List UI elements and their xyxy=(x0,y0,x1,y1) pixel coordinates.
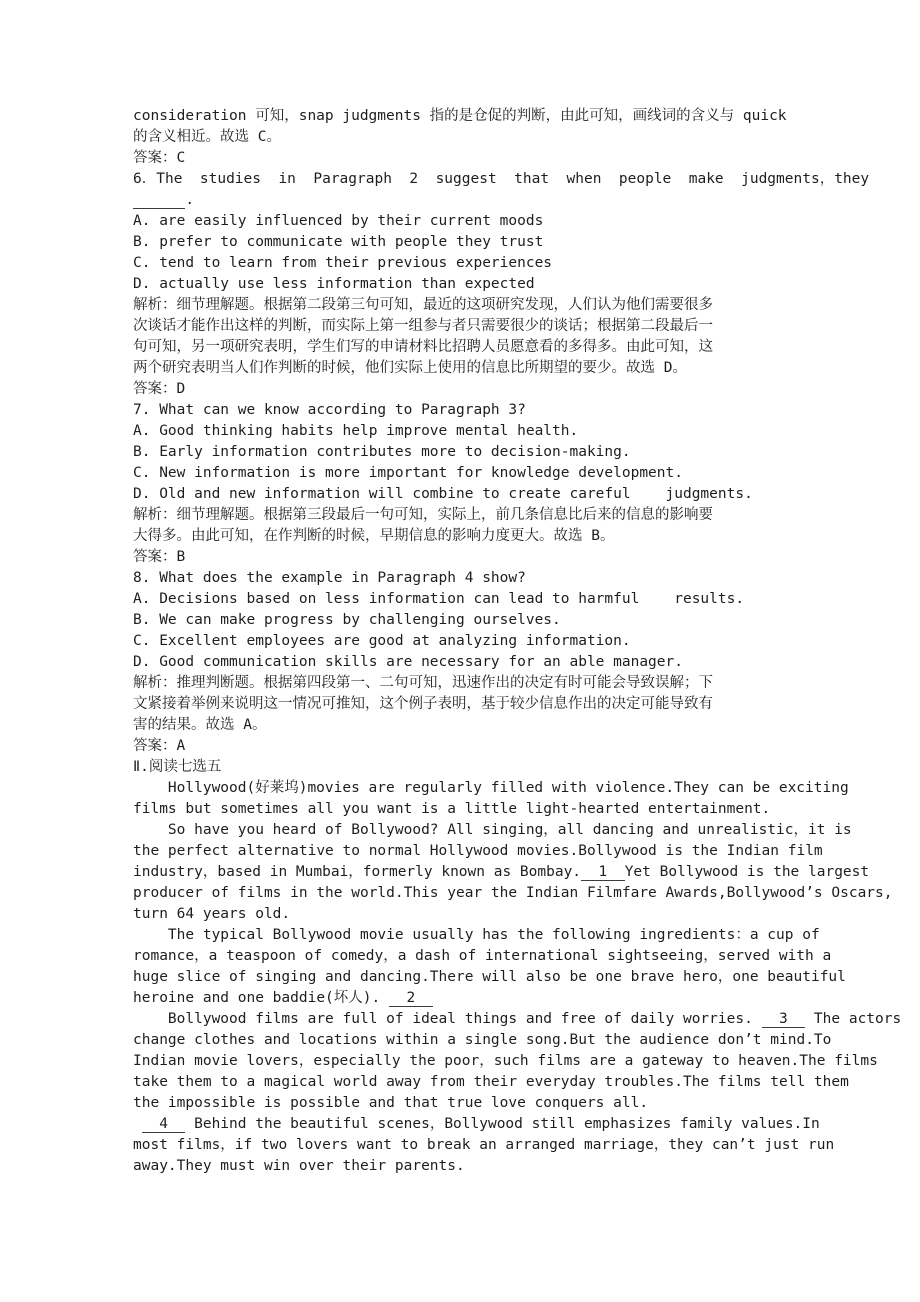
text-segment: 文紧接着举例来说明这一情况可推知，这个例子表明，基于较少信息作出的决定可能导致有 xyxy=(133,696,713,712)
fill-in-blank: 4 xyxy=(141,1116,186,1132)
text-line xyxy=(133,358,893,379)
text-segment: heroine and one baddie(坏人). xyxy=(133,990,389,1006)
text-line xyxy=(133,190,893,211)
text-segment: 答案：D xyxy=(133,381,186,397)
text-segment: change clothes and locations within a single song.But the audience don’t mind.To xyxy=(133,1032,832,1048)
text-segment: Ⅱ.阅读七选五 xyxy=(133,759,222,775)
text-line xyxy=(133,442,893,463)
text-line xyxy=(133,463,893,484)
fill-in-blank: 3 xyxy=(761,1011,806,1027)
text-line xyxy=(133,904,893,925)
text-line xyxy=(133,1072,893,1093)
text-line xyxy=(133,274,893,295)
text-segment: C. tend to learn from their previous experiences xyxy=(133,255,553,271)
text-line xyxy=(133,715,893,736)
text-segment: 的含义相近。故选 C。 xyxy=(133,129,281,145)
text-segment: 句可知，另一项研究表明，学生们写的申请材料比招聘人员愿意看的多得多。由此可知，这 xyxy=(133,339,713,355)
text-segment: take them to a magical world away from their everyday troubles.The films tell them xyxy=(133,1074,849,1090)
text-segment: romance，a teaspoon of comedy，a dash of international sightseeing，served with a xyxy=(133,948,832,964)
text-segment: 解析：推理判断题。根据第四段第一、二句可知，迅速作出的决定有时可能会导致误解；下 xyxy=(133,675,713,691)
text-line xyxy=(133,610,893,631)
text-segment: D. Old and new information will combine to create careful judgments. xyxy=(133,486,753,502)
document-body xyxy=(133,106,902,1177)
text-segment: So have you heard of Bollywood? All singing，all dancing and unrealistic，it is xyxy=(133,822,852,838)
text-segment: Hollywood(好莱坞)movies are regularly filled with violence.They can be exciting xyxy=(133,780,849,796)
text-line xyxy=(133,820,893,841)
text-line xyxy=(133,316,893,337)
text-segment: 解析：细节理解题。根据第三段最后一句可知，实际上，前几条信息比后来的信息的影响要 xyxy=(133,507,713,523)
text-line xyxy=(133,505,893,526)
text-line xyxy=(133,127,893,148)
text-line xyxy=(133,1135,893,1156)
text-segment: Indian movie lovers，especially the poor，such films are a gateway to heaven.The films xyxy=(133,1053,878,1069)
text-line xyxy=(133,547,893,568)
text-line xyxy=(133,883,893,904)
text-segment: huge slice of singing and dancing.There will also be one brave hero，one beautiful xyxy=(133,969,846,985)
text-line xyxy=(133,946,893,967)
text-segment: . xyxy=(185,192,195,208)
text-segment: 解析：细节理解题。根据第二段第三句可知，最近的这项研究发现，人们认为他们需要很多 xyxy=(133,297,713,313)
text-line xyxy=(133,253,893,274)
fill-in-blank xyxy=(133,192,185,209)
text-line xyxy=(133,967,893,988)
text-segment: Bollywood films are full of ideal things and free of daily worries. xyxy=(133,1011,762,1027)
text-line xyxy=(133,1093,893,1114)
text-segment: A. Decisions based on less information can lead to harmful results. xyxy=(133,591,745,607)
text-line xyxy=(133,988,893,1009)
text-segment: 答案：A xyxy=(133,738,186,754)
text-segment: 答案：B xyxy=(133,549,186,565)
text-line xyxy=(133,799,893,820)
text-line xyxy=(133,421,893,442)
text-line xyxy=(133,673,893,694)
text-segment: C. New information is more important for knowledge development. xyxy=(133,465,683,481)
text-line xyxy=(133,1030,893,1051)
text-segment xyxy=(133,1116,142,1132)
text-line xyxy=(133,148,893,169)
text-segment: Yet Bollywood is the largest xyxy=(624,864,870,880)
text-line xyxy=(133,757,893,778)
text-segment: the perfect alternative to normal Hollywood movies.Bollywood is the Indian film xyxy=(133,843,823,859)
text-segment: B. Early information contributes more to decision-making. xyxy=(133,444,631,460)
text-line xyxy=(133,925,893,946)
text-segment: 害的结果。故选 A。 xyxy=(133,717,267,733)
text-line xyxy=(133,379,893,400)
text-segment: most films，if two lovers want to break an arranged marriage，they can’t just run xyxy=(133,1137,835,1153)
text-segment: B. We can make progress by challenging ourselves. xyxy=(133,612,561,628)
text-segment: films but sometimes all you want is a little light-hearted entertainment. xyxy=(133,801,771,817)
text-line xyxy=(133,568,893,589)
text-segment: turn 64 years old. xyxy=(133,906,291,922)
text-segment: 两个研究表明当人们作判断的时候，他们实际上使用的信息比所期望的要少。故选 D。 xyxy=(133,360,687,376)
text-line xyxy=(133,631,893,652)
text-line xyxy=(133,778,893,799)
text-line xyxy=(133,589,893,610)
fill-in-blank: 1 xyxy=(581,864,625,880)
text-segment: D. actually use less information than expected xyxy=(133,276,535,292)
text-segment: A. Good thinking habits help improve mental health. xyxy=(133,423,579,439)
text-line xyxy=(133,169,893,190)
text-segment: A. are easily influenced by their current moods xyxy=(133,213,544,229)
text-segment: C. Excellent employees are good at analyzing information. xyxy=(133,633,631,649)
text-segment: 答案：C xyxy=(133,150,186,166)
fill-in-blank: 2 xyxy=(388,990,433,1006)
text-line xyxy=(133,652,893,673)
text-segment: 6．The studies in Paragraph 2 suggest that when people make judgments，they xyxy=(133,171,870,187)
text-segment: 次谈话才能作出这样的判断，而实际上第一组参与者只需要很少的谈话；根据第二段最后一 xyxy=(133,318,713,334)
text-segment: the impossible is possible and that true love conquers all. xyxy=(133,1095,649,1111)
text-segment: 8. What does the example in Paragraph 4 show? xyxy=(133,570,526,586)
text-segment: D. Good communication skills are necessary for an able manager. xyxy=(133,654,683,670)
text-line xyxy=(133,841,893,862)
text-line xyxy=(133,862,893,883)
text-line xyxy=(133,400,893,421)
text-line xyxy=(133,211,893,232)
text-segment: consideration 可知，snap judgments 指的是仓促的判断，由此可知，画线词的含义与 quick xyxy=(133,108,787,124)
text-segment: away.They must win over their parents. xyxy=(133,1158,465,1174)
text-line xyxy=(133,295,893,316)
text-line xyxy=(133,106,893,127)
text-line xyxy=(133,1009,902,1030)
text-segment: The actors xyxy=(805,1011,902,1027)
text-line xyxy=(133,1051,893,1072)
text-segment: industry，based in Mumbai，formerly known as Bombay. xyxy=(133,864,582,880)
text-segment: 大得多。由此可知，在作判断的时候，早期信息的影响力度更大。故选 B。 xyxy=(133,528,615,544)
text-segment: producer of films in the world.This year the Indian Filmfare Awards,Bollywood’s Oscars, xyxy=(133,885,893,901)
text-segment: 7. What can we know according to Paragraph 3? xyxy=(133,402,526,418)
text-line xyxy=(133,736,893,757)
text-segment: B. prefer to communicate with people they trust xyxy=(133,234,544,250)
text-segment: The typical Bollywood movie usually has the following ingredients：a cup of xyxy=(133,927,820,943)
text-line xyxy=(133,232,893,253)
text-line xyxy=(133,694,893,715)
text-line xyxy=(133,484,893,505)
text-line xyxy=(133,526,893,547)
text-line xyxy=(133,1156,893,1177)
text-line xyxy=(133,337,893,358)
text-segment: Behind the beautiful scenes，Bollywood still emphasizes family values.In xyxy=(185,1116,820,1132)
text-line xyxy=(133,1114,893,1135)
